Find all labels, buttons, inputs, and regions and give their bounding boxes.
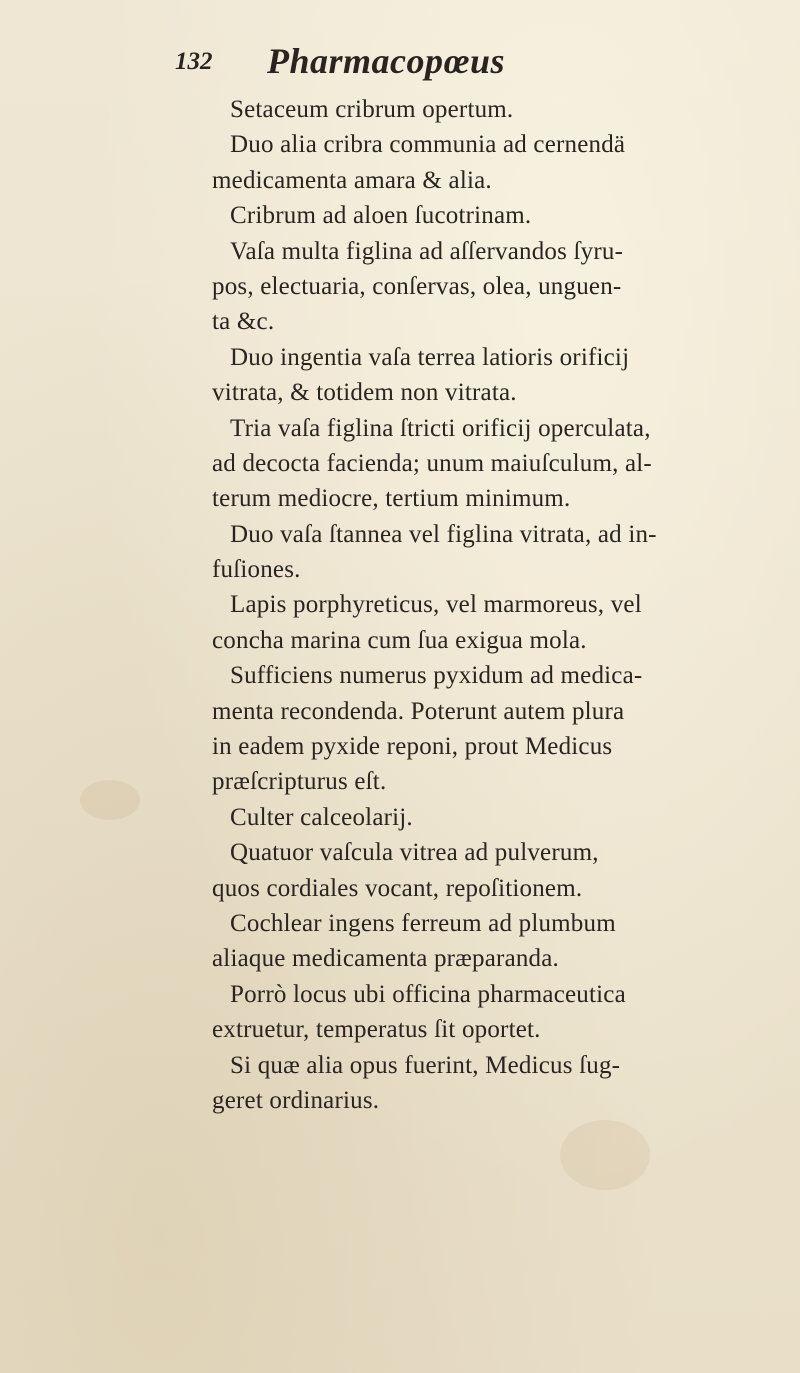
text-line: ad decocta facienda; unum maiuſculum, al- (212, 449, 652, 477)
text-line: pos, electuaria, conſervas, olea, unguen- (212, 272, 622, 300)
text-line: vitrata, & totidem non vitrata. (212, 379, 517, 407)
page-header (175, 40, 635, 90)
text-line: aliaque medicamenta præparanda. (212, 945, 560, 973)
text-line: geret ordinarius. (212, 1086, 380, 1114)
text-line: terum mediocre, tertium minimum. (212, 485, 571, 513)
text-line: Tria vaſa figlina ſtricti orificij operculata, (230, 414, 651, 442)
paper-stain (560, 1120, 650, 1190)
paper-stain (80, 780, 140, 820)
text-line: Setaceum cribrum opertum. (230, 96, 514, 123)
text-line: Sufficiens numerus pyxidum ad medica- (230, 662, 643, 690)
text-line: Duo vaſa ſtannea vel figlina vitrata, ad in- (230, 520, 657, 548)
text-line: ta &c. (212, 308, 275, 336)
text-line: quos cordiales vocant, repoſitionem. (212, 874, 583, 902)
text-line: Cochlear ingens ferreum ad plumbum (230, 909, 616, 937)
text-line: in eadem pyxide reponi, prout Medicus (212, 733, 613, 761)
text-line: Vaſa multa figlina ad aſſervandos ſyru- (230, 237, 624, 265)
page-number: 132 (175, 48, 213, 75)
text-line: menta recondenda. Poterunt autem plura (212, 697, 625, 725)
text-line: Cribrum ad aloen ſucotrinam. (230, 202, 532, 230)
text-line: Duo alia cribra communia ad cernendä (230, 131, 626, 159)
running-title: Pharmacopœus (267, 41, 506, 81)
text-line: Culter calceolarij. (230, 803, 413, 831)
text-line: medicamenta amara & alia. (212, 166, 492, 194)
text-body (212, 92, 657, 1118)
text-line: extruetur, temperatus ſit oportet. (212, 1016, 541, 1044)
text-line: Duo ingentia vaſa terrea latioris orificij (230, 343, 630, 371)
text-line: Lapis porphyreticus, vel marmoreus, vel (230, 591, 642, 619)
text-line: præſcripturus eſt. (212, 768, 387, 796)
text-line: Quatuor vaſcula vitrea ad pulverum, (230, 839, 599, 867)
text-line: Porrò locus ubi officina pharmaceutica (230, 980, 626, 1008)
text-line: Si quæ alia opus fuerint, Medicus ſug- (230, 1051, 621, 1079)
text-line: fuſiones. (212, 556, 301, 584)
text-line: concha marina cum ſua exigua mola. (212, 626, 587, 654)
